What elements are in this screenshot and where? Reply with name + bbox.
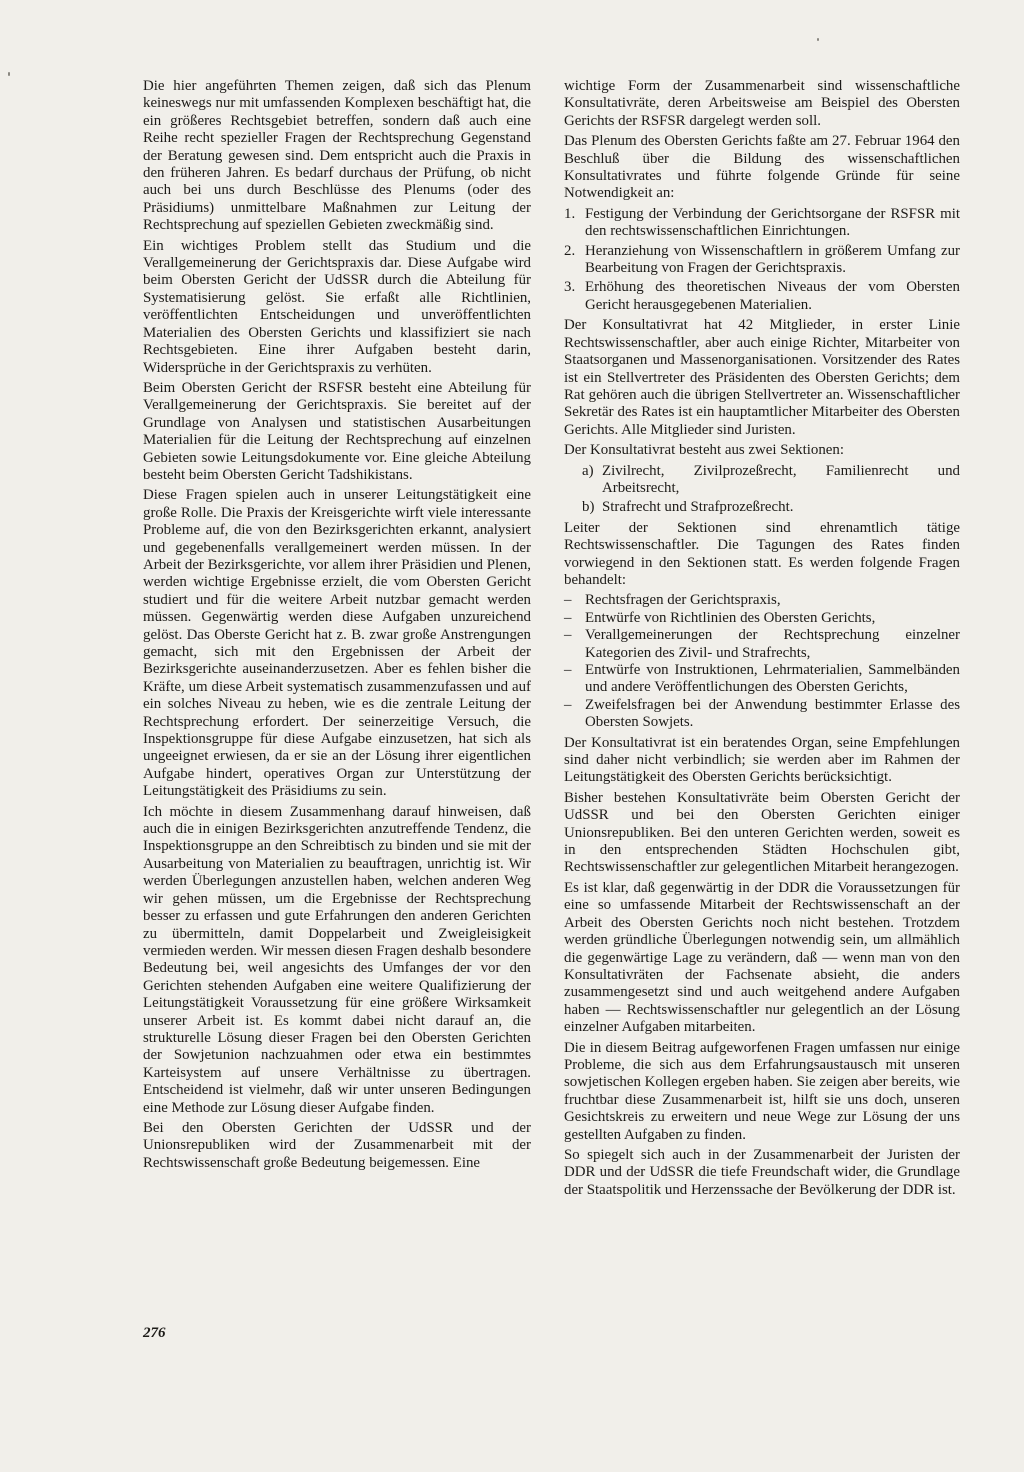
list-number: 2. <box>564 242 576 259</box>
list-item <box>564 697 960 732</box>
paragraph: Es ist klar, daß gegenwärtig in der DDR die Voraussetzungen für eine so umfassende Mitarbeit der Rechtswissenschaft an der Arbeit des Obersten Gerichts noch nicht bestehen. Trotzdem werden gründliche Überlegungen notwendig sein, um allmählich die gegenwärtige Lage zu verändern, daß — wenn man von den Konsultativräten der Fachsenate absieht, die anders zusammengesetzt sind und auch weitgehend andere Aufgaben haben — Rechtswissenschaftler nur gelegentlich an der Lösung einzelner Aufgaben mitarbeiten. <box>564 879 960 1036</box>
list-item <box>564 279 960 314</box>
dash-marker: – <box>564 609 572 626</box>
left-column <box>143 78 531 1175</box>
list-letter: b) <box>582 499 595 516</box>
list-item <box>564 206 960 241</box>
section-list <box>564 463 960 517</box>
dash-marker: – <box>564 627 572 644</box>
list-item-text: Entwürfe von Richtlinien des Obersten Gerichts, <box>585 609 876 626</box>
list-item-text: Festigung der Verbindung der Gerichtsorgane der RSFSR mit den rechtswissenschaftlichen Einrichtungen. <box>585 205 960 240</box>
paragraph: Diese Fragen spielen auch in unserer Leitungstätigkeit eine große Rolle. Die Praxis der Kreisgerichte wirft viele interessante Probleme auf, die von den Bezirksgerichten erkannt, analysiert und gegebenenfalls verallgemeinert werden müssen. In der Arbeit der Bezirksgerichte, vor allem ihrer Präsidien und Plenen, werden wichtige Ergebnisse erzielt, die vom Obersten Gericht studiert und für die weitere Arbeit nutzbar gemacht werden müssen. Gegenwärtig werden diese Aufgaben unzureichend gelöst. Das Oberste Gericht hat z. B. zwar große Anstrengungen gemacht, sich mit den Ergebnissen der Arbeit der Bezirksgerichte auseinanderzusetzen. Aber es fehlen bisher die Kräfte, um diese Arbeit systematisch zusammenzufassen und auf ein solches Niveau zu heben, wie es die zentrale Leitung der Rechtsprechung erfordert. Der seinerzeitige Versuch, die Inspektionsgruppe für diese Aufgabe einzusetzen, hat sich als ungeeignet erwiesen, da er sie an der Lösung ihrer eigentlichen Aufgabe hindert, operatives Organ zur Unterstützung der Leitungstätigkeit des Präsidiums zu sein. <box>143 487 531 800</box>
list-item-text: Zweifelsfragen bei der Anwendung bestimmter Erlasse des Obersten Sowjets. <box>585 696 960 731</box>
paragraph: Das Plenum des Obersten Gerichts faßte am 27. Februar 1964 den Beschluß über die Bildung des wissenschaftlichen Konsultativrates und führte folgende Gründe für seine Notwendigkeit an: <box>564 133 960 202</box>
scan-speck <box>817 38 819 41</box>
list-item <box>564 610 960 627</box>
list-item <box>564 662 960 697</box>
page-number: 276 <box>143 1325 166 1341</box>
list-item <box>564 463 960 498</box>
list-item-text: Erhöhung des theoretischen Niveaus der vom Obersten Gericht herausgegebenen Materialien. <box>585 279 960 313</box>
paragraph: So spiegelt sich auch in der Zusammenarbeit der Juristen der DDR und der UdSSR die tiefe Freundschaft wider, die Grundlage der Staatspolitik und Herzenssache der Bevölkerung der DDR ist. <box>564 1146 960 1198</box>
scan-speck <box>8 72 10 76</box>
dash-marker: – <box>564 696 572 713</box>
paragraph: wichtige Form der Zusammenarbeit sind wissenschaftliche Konsultativräte, deren Arbeitsweise am Beispiel des Obersten Gerichts der RSFSR dargelegt werden soll. <box>564 78 960 129</box>
list-letter: a) <box>582 462 594 479</box>
list-item-text: Verallgemeinerungen der Rechtsprechung einzelner Kategorien des Zivil- und Strafrechts, <box>585 627 960 661</box>
list-item-text: Rechtsfragen der Gerichtspraxis, <box>585 592 781 609</box>
list-number: 3. <box>564 279 576 296</box>
paragraph: Ich möchte in diesem Zusammenhang darauf hinweisen, daß auch die in einigen Bezirksgerichten anzutreffende Tendenz, die Inspektionsgruppe an den Schreibtisch zu binden und sie mit der Ausarbeitung von Materialien zu beauftragen, unrichtig ist. Wir werden Überlegungen anzustellen haben, welchen anderen Weg wir gehen müssen, um die Ergebnisse der Rechtsprechung besser zu erfassen und gute Erfahrungen den anderen Gerichten zu übermitteln, damit Doppelarbeit und Zweigleisigkeit vermieden werden. Wir messen diesen Fragen deshalb besondere Bedeutung bei, weil angesichts des Umfanges der vor den Gerichten stehenden Aufgaben eine weitere Qualifizierung der Leitungstätigkeit Voraussetzung für eine größere Wirksamkeit unserer Arbeit ist. Es kommt dabei nicht darauf an, die strukturelle Lösung dieser Fragen bei den Obersten Gerichten der Sowjetunion nachzuahmen oder etwa ein bestimmtes Karteisystem auf unsere Verhältnisse zu übertragen. Entscheidend ist vielmehr, daß wir unter unseren Bedingungen eine Methode zur Lösung dieser Aufgabe finden. <box>143 803 531 1116</box>
list-item-text: Strafrecht und Strafprozeßrecht. <box>602 499 794 516</box>
topic-list <box>564 592 960 731</box>
list-item-text: Entwürfe von Instruktionen, Lehrmaterialien, Sammelbänden und andere Veröffentlichungen des Obersten Gerichts, <box>585 662 960 696</box>
list-item <box>564 243 960 278</box>
paragraph: Der Konsultativrat besteht aus zwei Sektionen: <box>564 442 844 459</box>
paragraph: Leiter der Sektionen sind ehrenamtlich tätige Rechtswissenschaftler. Die Tagungen des Rates finden vorwiegend in den Sektionen statt. Es werden folgende Fragen behandelt: <box>564 519 960 588</box>
paragraph: Ein wichtiges Problem stellt das Studium und die Verallgemeinerung der Gerichtspraxis dar. Diese Aufgabe wird beim Obersten Gericht der UdSSR durch die Abteilung für Systematisierung gelöst. Sie erfaßt alle Richtlinien, veröffentlichten Entscheidungen und unveröffentlichten Materialien des Obersten Gerichts und klassifiziert sie nach Rechtsgebieten. Eine ihrer Aufgaben besteht darin, Widersprüche in der Gerichtspraxis zu verhüten. <box>143 237 531 376</box>
paragraph: Der Konsultativrat hat 42 Mitglieder, in erster Linie Rechtswissenschaftler, aber auch einige Richter, Mitarbeiter von Staatsorganen und Massenorganisationen. Vorsitzender des Rates ist ein Stellvertreter des Präsidenten des Obersten Gerichts; dem Rat gehören auch die übrigen Stellvertreter an. Wissenschaftlicher Sekretär des Rates ist ein hauptamtlicher Mitarbeiter des Obersten Gerichts. Alle Mitglieder sind Juristen. <box>564 317 960 438</box>
paragraph: Der Konsultativrat ist ein beratendes Organ, seine Empfehlungen sind daher nicht verbindlich; sie werden aber im Rahmen der Leitungstätigkeit des Obersten Gerichts berücksichtigt. <box>564 734 960 786</box>
numbered-list <box>564 206 960 314</box>
dash-marker: – <box>564 592 572 609</box>
list-item <box>564 592 960 609</box>
dash-marker: – <box>564 662 572 678</box>
right-column <box>564 78 960 1202</box>
paragraph: Die in diesem Beitrag aufgeworfenen Fragen umfassen nur einige Probleme, die sich aus dem Erfahrungsaustausch mit unseren sowjetischen Kollegen ergeben haben. Sie zeigen aber bereits, wie fruchtbar diese Zusammenarbeit ist, hilft sie uns doch, unseren Gesichtskreis zu erweitern und neue Wege zur Lösung der uns gestellten Aufgaben zu finden. <box>564 1039 960 1143</box>
paragraph: Beim Obersten Gericht der RSFSR besteht eine Abteilung für Verallgemeinerung der Gerichtspraxis. Sie bereitet auf der Grundlage von Analysen und statistischen Ausarbeitungen Materialien für die Leitung der Rechtsprechung auf einzelnen Gebieten sowie Leitungsdokumente vor. Eine gleiche Abteilung besteht beim Obersten Gericht Tadshikistans. <box>143 379 531 483</box>
list-number: 1. <box>564 205 576 222</box>
list-item <box>564 627 960 662</box>
paragraph: Bisher bestehen Konsultativräte beim Obersten Gericht der UdSSR und bei den Obersten Gerichten einiger Unionsrepubliken. Bei den unteren Gerichten werden, soweit es in den entsprechenden Städten Hochschulen gibt, Rechtswissenschaftler zur gelegentlichen Mitarbeit herangezogen. <box>564 789 960 876</box>
paragraph: Die hier angeführten Themen zeigen, daß sich das Plenum keineswegs nur mit umfassenden Komplexen beschäftigt hat, die ein größeres Rechtsgebiet betreffen, sondern daß auch eine Reihe recht spezieller Fragen der Rechtsprechung Gegenstand der Beratung gewesen sind. Dem entspricht auch die Praxis in den früheren Jahren. Es bedarf durchaus der Prüfung, ob nicht auch bei uns durch Beschlüsse des Plenums (oder des Präsidiums) unmittelbare Maßnahmen zur Leitung der Rechtsprechung auf speziellen Gebieten zweckmäßig sind. <box>143 78 531 234</box>
list-item-text: Heranziehung von Wissenschaftlern in größerem Umfang zur Bearbeitung von Fragen der Gerichtspraxis. <box>585 242 960 277</box>
list-item <box>564 499 960 516</box>
list-item-text: Zivilrecht, Zivilprozeßrecht, Familienrecht und Arbeitsrecht, <box>602 462 960 496</box>
paragraph: Bei den Obersten Gerichten der UdSSR und der Unionsrepubliken wird der Zusammenarbeit mit der Rechtswissenschaft große Bedeutung beigemessen. Eine <box>143 1119 531 1171</box>
